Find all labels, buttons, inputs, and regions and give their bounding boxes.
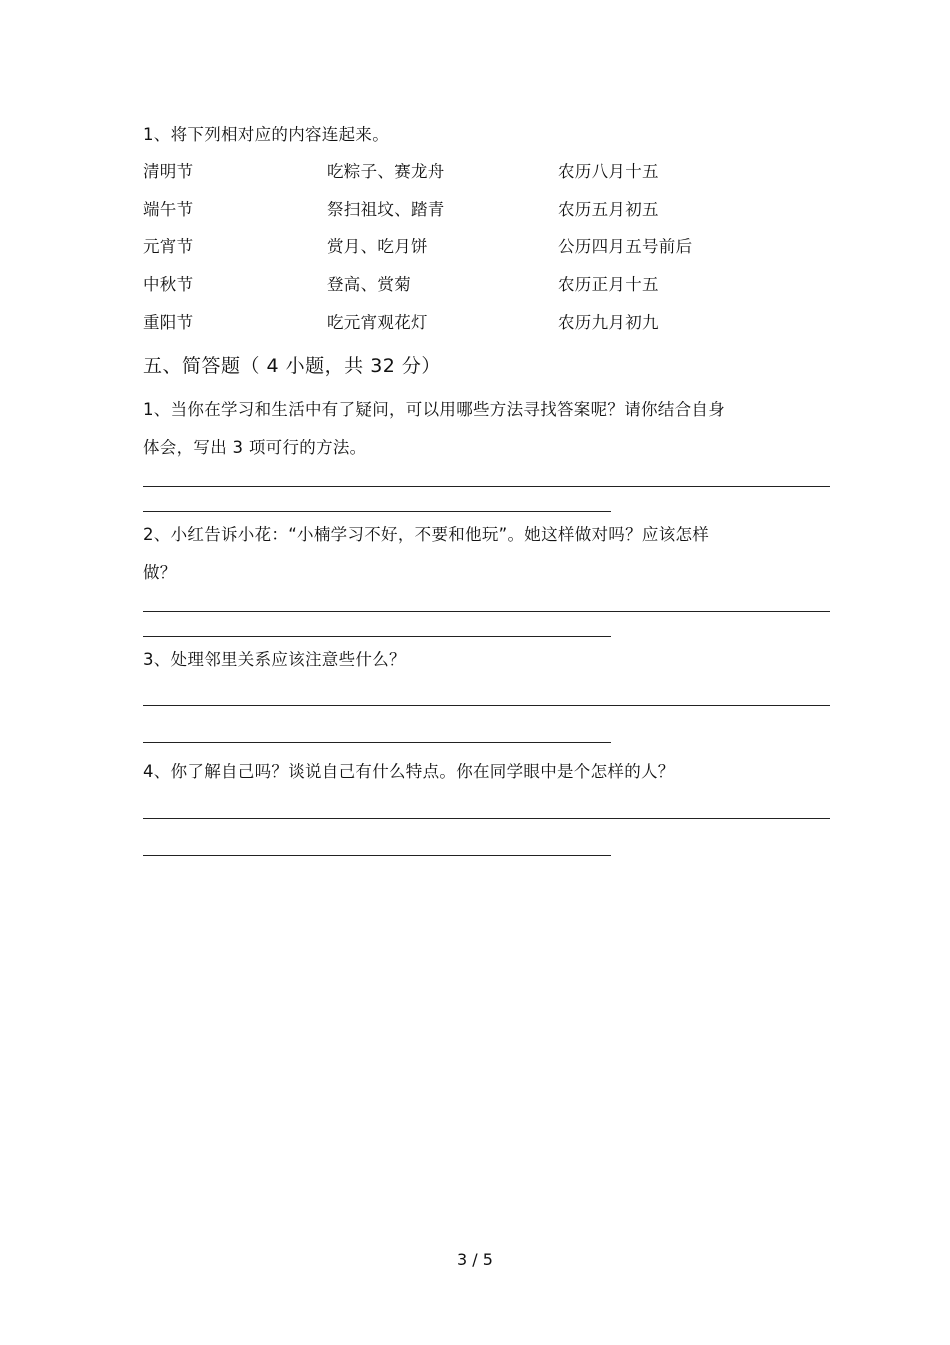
festival-date: 农历正月十五 bbox=[558, 275, 659, 294]
festival-custom: 祭扫祖坟、踏青 bbox=[327, 200, 445, 219]
question-text: 4、你了解自己吗？谈说自己有什么特点。你在同学眼中是个怎样的人？ bbox=[143, 762, 675, 781]
festival-date: 农历八月十五 bbox=[558, 162, 659, 181]
festival-custom: 赏月、吃月饼 bbox=[327, 237, 428, 256]
answer-line[interactable] bbox=[143, 636, 611, 637]
festival-custom: 吃元宵观花灯 bbox=[327, 313, 428, 332]
festival-date: 农历九月初九 bbox=[558, 313, 659, 332]
festival-name: 清明节 bbox=[143, 162, 194, 181]
question-text: 2、小红告诉小花：“小楠学习不好，不要和他玩”。她这样做对吗？应该怎样 bbox=[143, 525, 710, 544]
answer-line[interactable] bbox=[143, 742, 611, 743]
question-text: 做？ bbox=[143, 563, 177, 582]
festival-date: 农历五月初五 bbox=[558, 200, 659, 219]
section-heading: 五、简答题（ 4 小题，共 32 分） bbox=[143, 355, 441, 377]
question-text: 1、当你在学习和生活中有了疑问，可以用哪些方法寻找答案呢？请你结合自身 bbox=[143, 400, 725, 419]
answer-line[interactable] bbox=[143, 611, 830, 612]
festival-name: 元宵节 bbox=[143, 237, 194, 256]
matching-instruction: 1、将下列相对应的内容连起来。 bbox=[143, 125, 389, 144]
festival-custom: 吃粽子、赛龙舟 bbox=[327, 162, 445, 181]
question-text: 3、处理邻里关系应该注意些什么？ bbox=[143, 650, 406, 669]
answer-line[interactable] bbox=[143, 855, 611, 856]
page-number: 3 / 5 bbox=[457, 1250, 493, 1269]
answer-line[interactable] bbox=[143, 511, 611, 512]
festival-name: 重阳节 bbox=[143, 313, 194, 332]
answer-line[interactable] bbox=[143, 705, 830, 706]
festival-custom: 登高、赏菊 bbox=[327, 275, 411, 294]
answer-line[interactable] bbox=[143, 486, 830, 487]
question-text: 体会，写出 3 项可行的方法。 bbox=[143, 438, 367, 457]
festival-name: 端午节 bbox=[143, 200, 194, 219]
festival-name: 中秋节 bbox=[143, 275, 194, 294]
festival-date: 公历四月五号前后 bbox=[558, 237, 693, 256]
answer-line[interactable] bbox=[143, 818, 830, 819]
